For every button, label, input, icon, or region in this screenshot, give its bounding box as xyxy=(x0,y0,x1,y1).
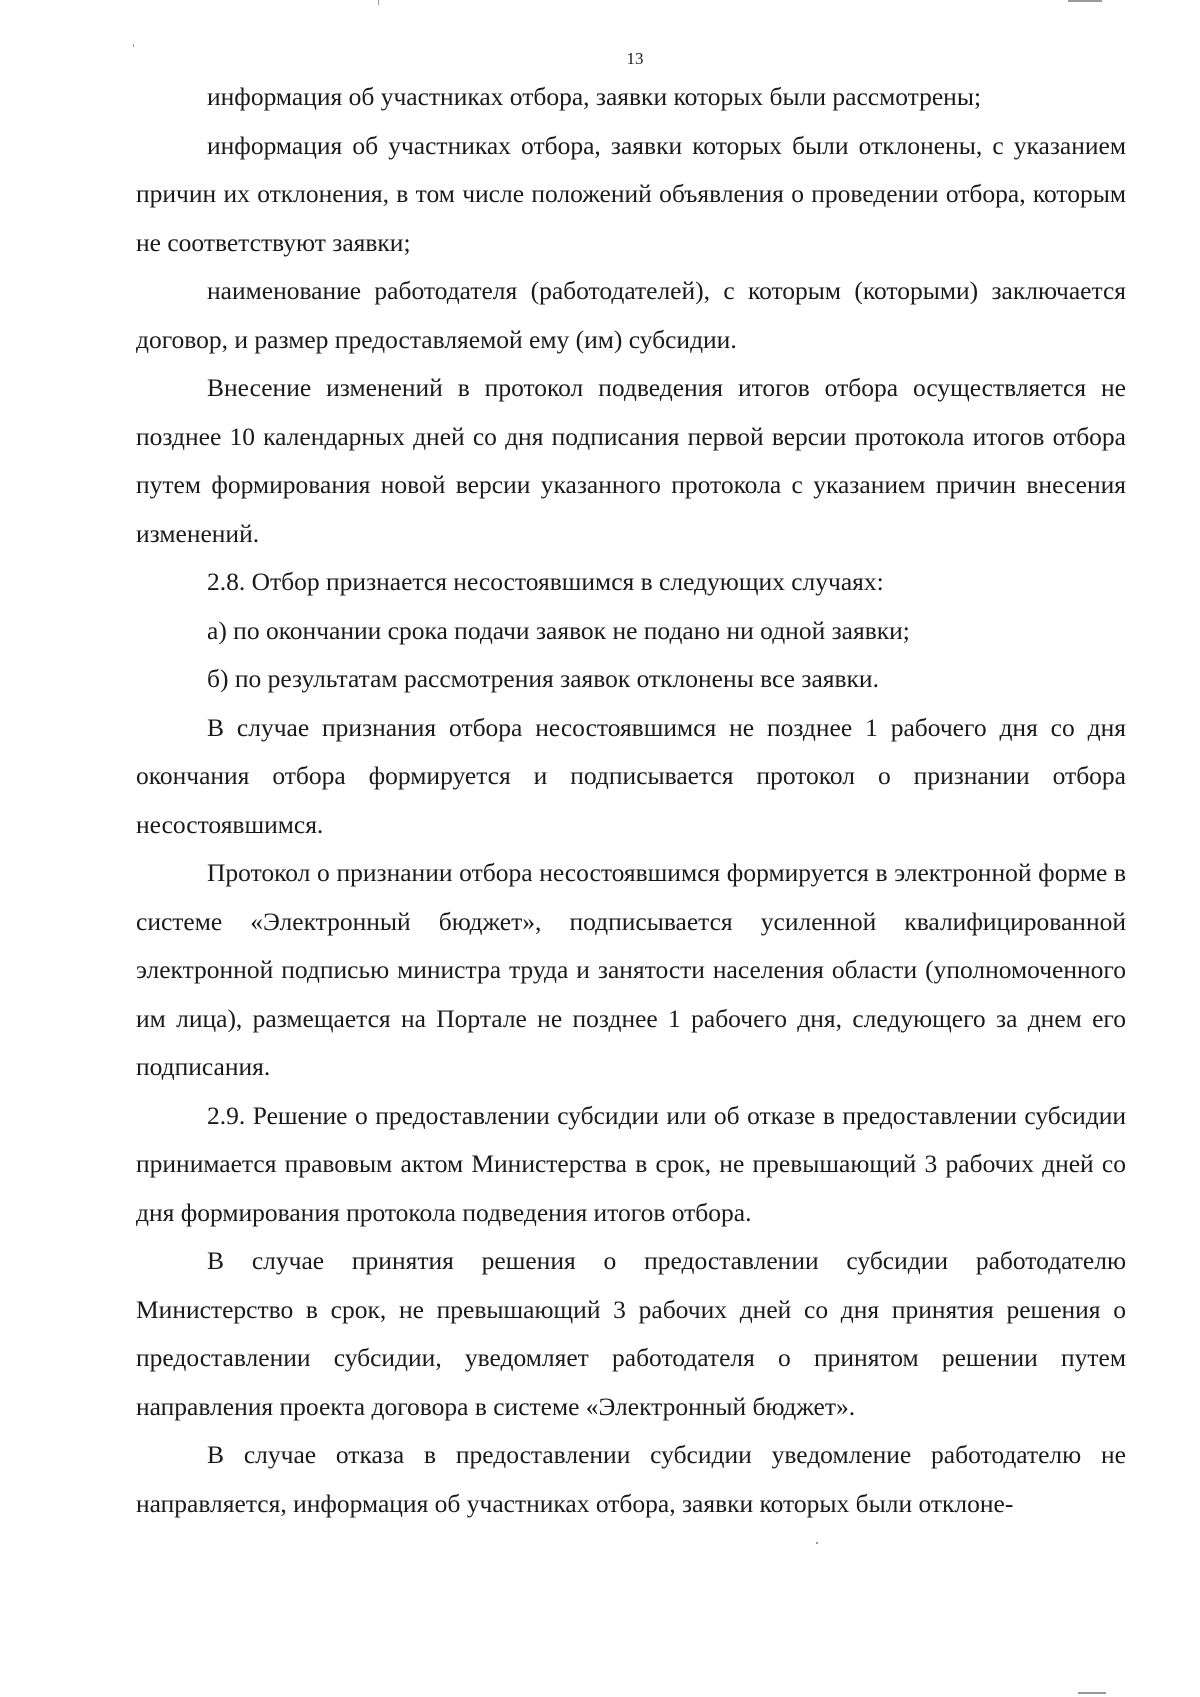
paragraph: 2.9. Решение о предоставлении субсидии или об отказе в предоставлении субсидии принимается правовым актом Министерства в срок, не превышающий 3 рабочих дней со дня формирования протокола подведения итогов отбора. xyxy=(136,1100,1126,1227)
paragraph: 2.8. Отбор признается несостоявшимся в следующих случаях: xyxy=(207,567,884,596)
scan-mark-left xyxy=(133,44,134,47)
document-body xyxy=(136,73,1126,1528)
paragraph: Протокол о признании отбора несостоявшимся формируется в электронной форме в системе «Электронный бюджет», подписывается усиленной квалифицированной электронной подписью министра труда и занятости населения области (уполномоченного им лица), размещается на Портале не позднее 1 рабочего дня, следующего за днем его подписания. xyxy=(136,858,1126,1081)
scan-mark-top-right xyxy=(1068,0,1102,2)
paragraph: а) по окончании срока подачи заявок не подано ни одной заявки; xyxy=(207,615,910,645)
scan-mark-bottom-right xyxy=(1078,1692,1106,1694)
scan-mark-bottom xyxy=(816,1542,818,1544)
paragraph: наименование работодателя (работодателей), с которым (которыми) заключается договор, и размер предоставляемой ему (им) субсидии. xyxy=(136,276,1126,354)
paragraph: б) по результатам рассмотрения заявок отклонены все заявки. xyxy=(207,664,879,693)
paragraph: Внесение изменений в протокол подведения итогов отбора осуществляется не позднее 10 календарных дней со дня подписания первой версии протокола итогов отбора путем формирования новой версии указанного протокола с указанием причин внесения изменений. xyxy=(136,373,1126,548)
paragraph: В случае принятия решения о предоставлении субсидии работодателю Министерство в срок, не превышающий 3 рабочих дней со дня принятия решения о предоставлении субсидии, уведомляет работодателя о принятом решении путем направления проекта договора в системе «Электронный бюджет». xyxy=(136,1246,1126,1421)
paragraph: В случае отказа в предоставлении субсидии уведомление работодателю не направляется, информация об участниках отбора, заявки которых были отклоне- xyxy=(136,1440,1126,1518)
page-number: 13 xyxy=(626,49,644,68)
paragraph: информация об участниках отбора, заявки которых были рассмотрены; xyxy=(207,82,982,111)
paragraph: информация об участниках отбора, заявки которых были отклонены, с указанием причин их отклонения, в том числе положений объявления о проведении отбора, которым не соответствуют заявки; xyxy=(136,130,1126,257)
scan-mark-top xyxy=(378,0,379,5)
paragraph: В случае признания отбора несостоявшимся не позднее 1 рабочего дня со дня окончания отбора формируется и подписывается протокол о признании отбора несостоявшимся. xyxy=(136,712,1126,839)
